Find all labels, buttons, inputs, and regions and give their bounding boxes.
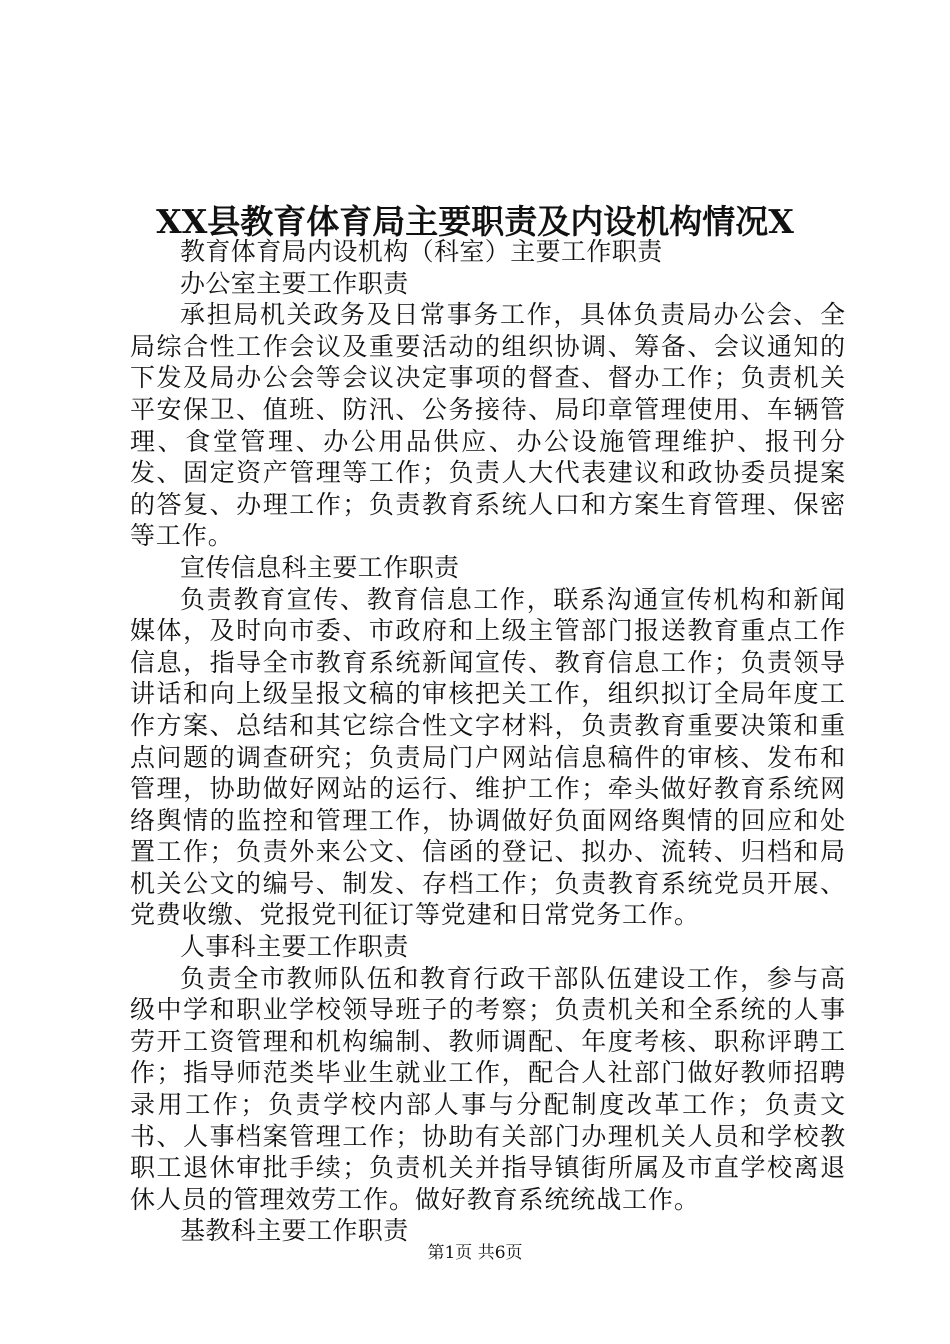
office-duties-heading: 办公室主要工作职责 (180, 268, 409, 298)
document-body (130, 236, 846, 1247)
personnel-duties-paragraph: 负责全市教师队伍和教育行政干部队伍建设工作，参与高级中学和职业学校领导班子的考察；负责机关和全系统的人事劳开工资管理和机构编制、教师调配、年度考核、职称评聘工作；指导师范类毕业生就业工作，配合人社部门做好教师招聘录用工作；负责学校内部人事与分配制度改革工作；负责文书、人事档案管理工作；协助有关部门办理机关人员和学校教职工退休审批手续；负责机关并指导镇街所属及市直学校离退休人员的管理效劳工作。做好教育系统统战工作。 (130, 963, 846, 1214)
page-footer: 第1页 共6页 (427, 1243, 523, 1263)
publicity-duties-heading: 宣传信息科主要工作职责 (180, 552, 460, 582)
section-intro-heading: 教育体育局内设机构（科室）主要工作职责 (180, 237, 663, 266)
personnel-duties-heading: 人事科主要工作职责 (180, 932, 409, 962)
office-duties-paragraph: 承担局机关政务及日常事务工作，具体负责局办公会、全局综合性工作会议及重要活动的组织协调、筹备、会议通知的下发及局办公会等会议决定事项的督查、督办工作；负责机关平安保卫、值班、防汛、公务接待、局印章管理使用、车辆管理、食堂管理、办公用品供应、办公设施管理维护、报刊分发、固定资产管理等工作；负责人大代表建议和政协委员提案的答复、办理工作；负责教育系统人口和方案生育管理、保密等工作。 (130, 300, 846, 551)
publicity-duties-paragraph: 负责教育宣传、教育信息工作，联系沟通宣传机构和新闻媒体，及时向市委、市政府和上级主管部门报送教育重点工作信息，指导全市教育系统新闻宣传、教育信息工作；负责领导讲话和向上级呈报文稿的审核把关工作，组织拟订全局年度工作方案、总结和其它综合性文字材料，负责教育重要决策和重点问题的调查研究；负责局门户网站信息稿件的审核、发布和管理，协助做好网站的运行、维护工作；牵头做好教育系统网络舆情的监控和管理工作，协调做好负面网络舆情的回应和处置工作；负责外来公文、信函的登记、拟办、流转、归档和局机关公文的编号、制发、存档工作；负责教育系统党员开展、党费收缴、党报党刊征订等党建和日常党务工作。 (130, 584, 846, 930)
document-title: XX县教育体育局主要职责及内设机构情况X (156, 202, 794, 242)
basic-education-duties-heading: 基教科主要工作职责 (180, 1216, 409, 1246)
